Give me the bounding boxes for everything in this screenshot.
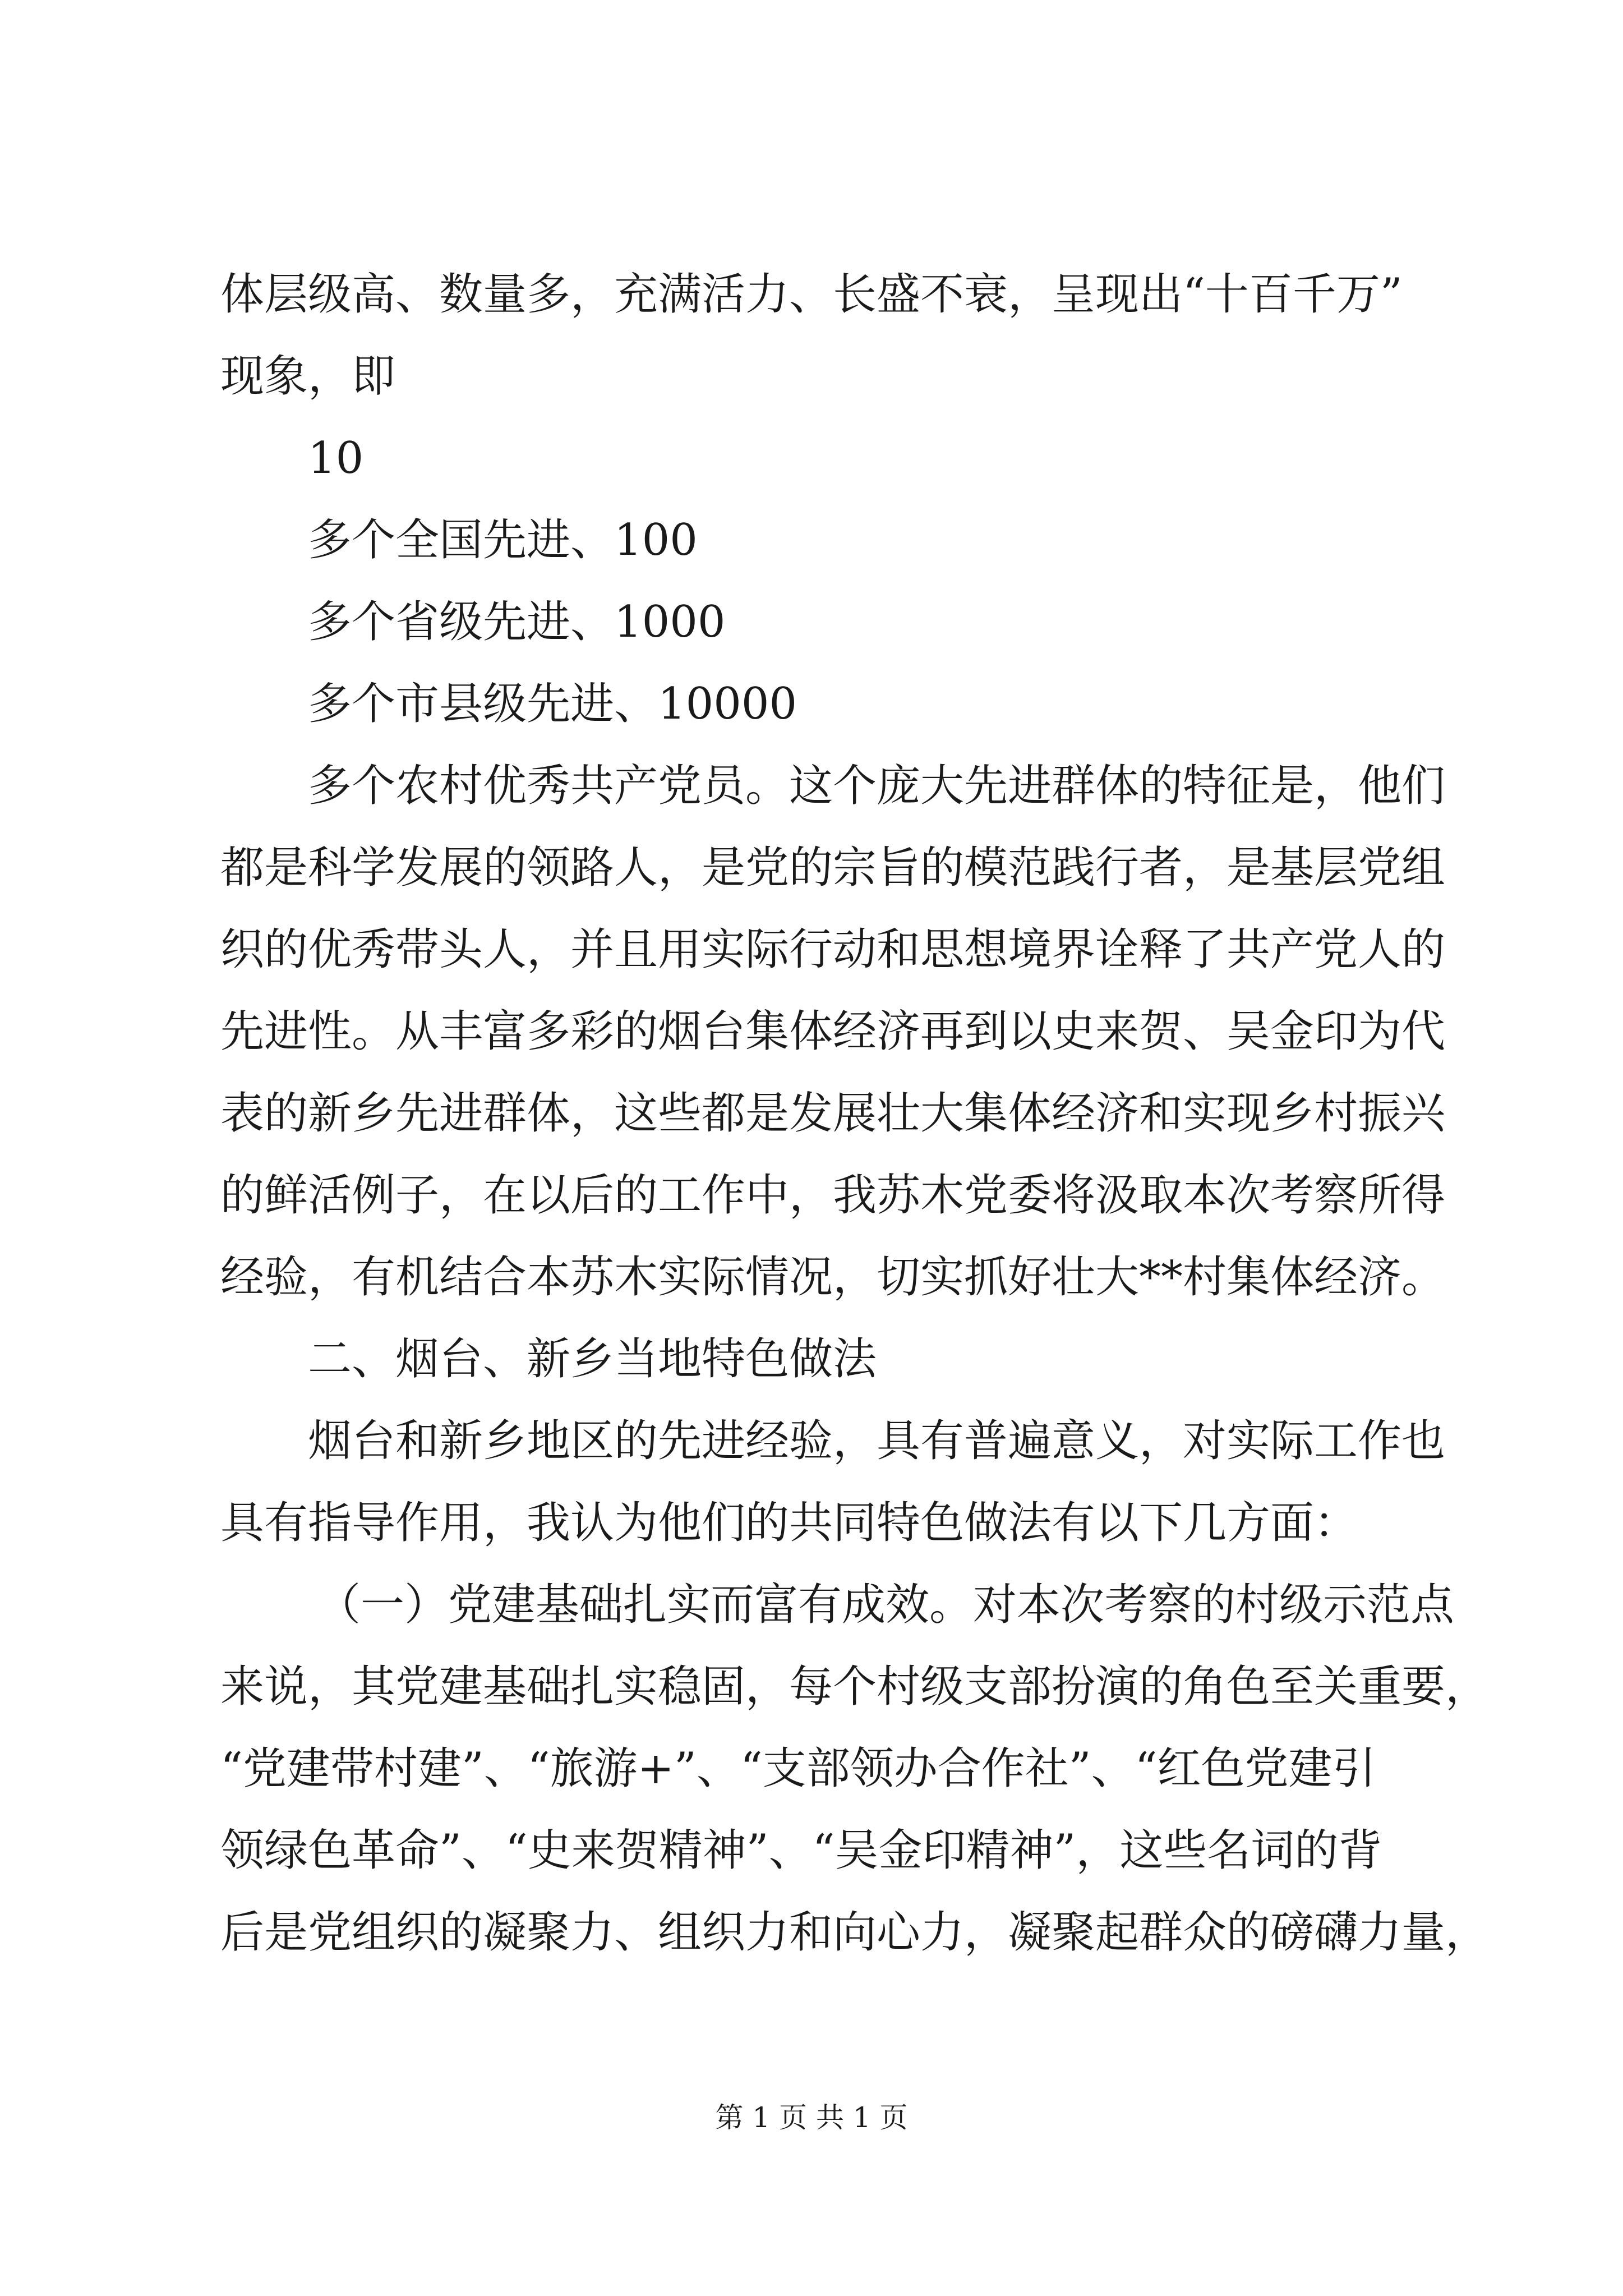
text-line: 现象，即 xyxy=(220,351,396,402)
text-line: “党建带村建”、“旅游+”、“支部领办合作社”、“红色党建引 xyxy=(220,1743,1376,1794)
text-line: 领绿色革命”、“史来贺精神”、“吴金印精神”，这些名词的背 xyxy=(220,1825,1382,1876)
text-line: 烟台和新乡地区的先进经验，具有普遍意义，对实际工作也 xyxy=(308,1416,1446,1466)
subsection-heading: （一）党建基础扎实而富有成效。对本次考察的村级示范点 xyxy=(317,1580,1455,1630)
text-line: 多个省级先进、1000 xyxy=(308,597,726,647)
text-line: 来说，其党建基础扎实稳固，每个村级支部扮演的角色至关重要， xyxy=(220,1662,1490,1712)
page-footer: 第 1 页 共 1 页 xyxy=(715,2101,908,2134)
text-line: 后是党组织的凝聚力、组织力和向心力，凝聚起群众的磅礴力量， xyxy=(220,1907,1490,1958)
document-body xyxy=(220,254,1490,1973)
text-line: 多个农村优秀共产党员。这个庞大先进群体的特征是，他们 xyxy=(308,761,1446,811)
text-line: 先进性。从丰富多彩的烟台集体经济再到以史来贺、吴金印为代 xyxy=(220,1006,1446,1057)
text-line: 体层级高、数量多，充满活力、长盛不衰，呈现出“十百千万” xyxy=(220,269,1403,320)
text-line: 表的新乡先进群体，这些都是发展壮大集体经济和实现乡村振兴 xyxy=(220,1088,1446,1139)
text-line: 10 xyxy=(308,433,364,484)
text-line: 的鲜活例子，在以后的工作中，我苏木党委将汲取本次考察所得 xyxy=(220,1170,1446,1221)
text-line: 都是科学发展的领路人，是党的宗旨的模范践行者，是基层党组 xyxy=(220,843,1446,893)
text-line: 具有指导作用，我认为他们的共同特色做法有以下几方面： xyxy=(220,1498,1358,1548)
text-line: 多个市县级先进、10000 xyxy=(308,679,797,729)
text-line: 织的优秀带头人，并且用实际行动和思想境界诠释了共产党人的 xyxy=(220,924,1446,975)
section-heading: 二、烟台、新乡当地特色做法 xyxy=(308,1334,877,1384)
text-line: 经验，有机结合本苏木实际情况，切实抓好壮大**村集体经济。 xyxy=(220,1252,1446,1303)
text-line: 多个全国先进、100 xyxy=(308,515,698,565)
